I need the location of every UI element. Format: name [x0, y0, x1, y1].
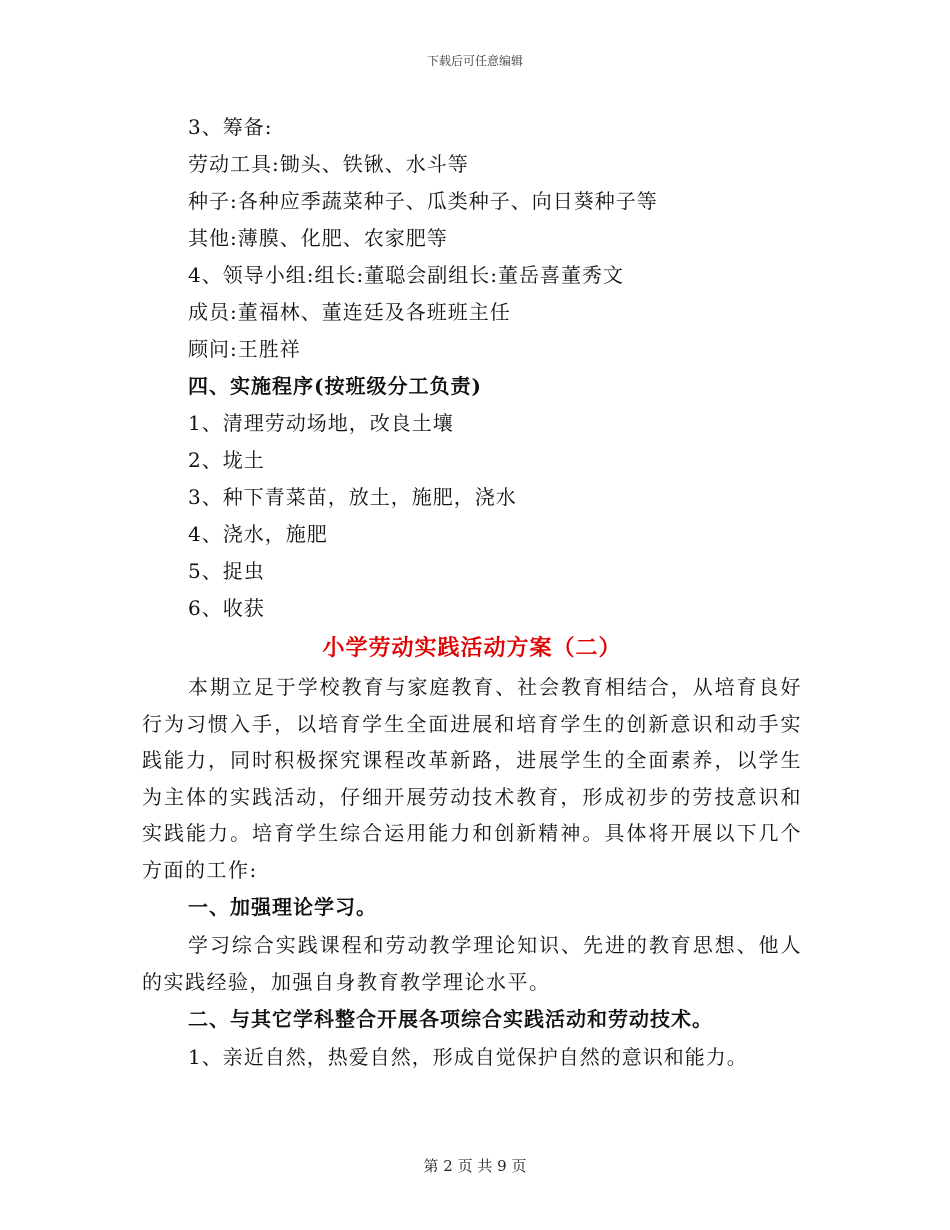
page-footer: 第 2 页 共 9 页 — [423, 1157, 527, 1175]
prep-line-3: 种子:各种应季蔬菜种子、瓜类种子、向日葵种子等 — [188, 189, 658, 213]
step-1: 1、清理劳动场地，改良土壤 — [188, 411, 454, 435]
step-5: 5、捉虫 — [188, 559, 265, 583]
para-one: 学习综合实践课程和劳动教学理论知识、先进的教育思想、他人的实践经验，加强自身教育教学理论水平。 — [142, 933, 802, 994]
heading-one: 一、加强理论学习。 — [188, 895, 377, 919]
plan-two-intro: 本期立足于学校教育与家庭教育、社会教育相结合，从培育良好行为习惯入手，以培育学生全面进展和培育学生的创新意识和动手实践能力，同时积极探究课程改革新路，进展学生的全面素养，以学生为主体的实践活动，仔细开展劳动技术教育，形成初步的劳技意识和实践能力。培育学生综合运用能力和创新精神。具体将开展以下几个方面的工作: — [142, 675, 802, 882]
section-four-heading: 四、实施程序(按班级分工负责) — [188, 374, 482, 398]
page-header: 下载后可任意编辑 — [426, 54, 523, 68]
step-4: 4、浇水，施肥 — [188, 522, 328, 546]
step-6: 6、收获 — [188, 596, 265, 620]
item-one: 1、亲近自然，热爱自然，形成自觉保护自然的意识和能力。 — [188, 1045, 748, 1069]
prep-line-2: 劳动工具:锄头、铁锹、水斗等 — [188, 152, 469, 176]
heading-two: 二、与其它学科整合开展各项综合实践活动和劳动技术。 — [188, 1007, 713, 1031]
step-3: 3、种下青菜苗，放土，施肥，浇水 — [188, 485, 517, 509]
document-body — [142, 109, 802, 1076]
prep-line-4: 其他:薄膜、化肥、农家肥等 — [188, 226, 448, 250]
prep-line-1: 3、筹备: — [188, 115, 273, 139]
prep-line-5: 4、领导小组:组长:董聪会副组长:董岳喜董秀文 — [188, 263, 624, 287]
step-2: 2、垅土 — [188, 448, 265, 472]
plan-two-title: 小学劳动实践活动方案（二） — [322, 635, 622, 661]
prep-line-6: 成员:董福林、董连廷及各班班主任 — [188, 300, 511, 324]
prep-line-7: 顾问:王胜祥 — [188, 337, 301, 361]
